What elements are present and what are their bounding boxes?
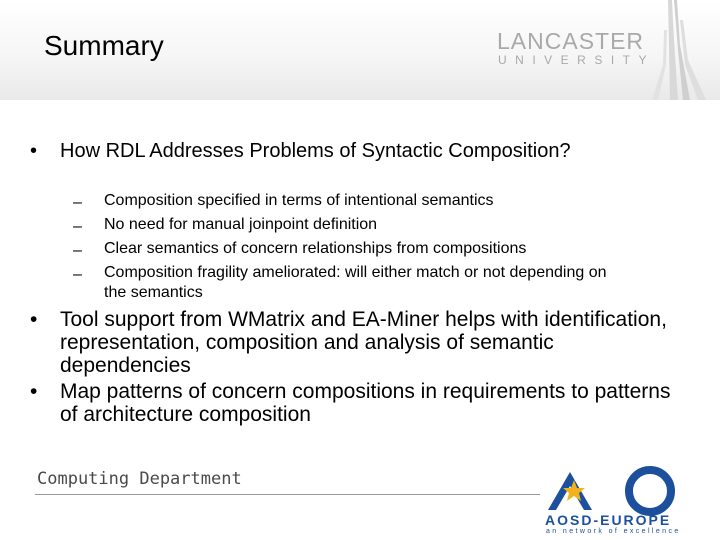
bullet-item xyxy=(30,140,690,186)
aosd-logo-word: AOSD-EUROPE xyxy=(545,512,672,528)
sub-dash: – xyxy=(73,194,82,211)
slide-title: Summary xyxy=(44,30,164,61)
bullet-text: Map patterns of concern compositions in requirements to patterns of architecture composition xyxy=(60,380,671,426)
footer-department: Computing Department xyxy=(37,469,242,489)
bullet-dot: • xyxy=(30,380,38,403)
sub-text: Composition fragility ameliorated: will either match or not depending on the semantics xyxy=(104,264,607,301)
aosd-logo-tagline: an network of excellence xyxy=(546,528,681,535)
bullet-dot: • xyxy=(30,140,38,162)
lancaster-logo-word: LANCASTER xyxy=(497,28,645,54)
sub-text: No need for manual joinpoint definition xyxy=(104,216,378,233)
lancaster-logo-sub: UNIVERSITY xyxy=(498,53,656,67)
bullet-dot: • xyxy=(30,308,38,331)
sub-text: Composition specified in terms of intentional semantics xyxy=(104,192,494,209)
sub-text: Clear semantics of concern relationships from compositions xyxy=(104,240,527,257)
sub-dash: – xyxy=(73,242,82,259)
sub-dash: – xyxy=(73,218,82,235)
sub-dash: – xyxy=(73,266,82,283)
bullet-text: How RDL Addresses Problems of Syntactic Composition? xyxy=(60,140,571,162)
bullet-text: Tool support from WMatrix and EA-Miner helps with identification, representation, composition and analysis of semantic dependencies xyxy=(60,308,667,377)
footer-divider xyxy=(35,494,540,495)
